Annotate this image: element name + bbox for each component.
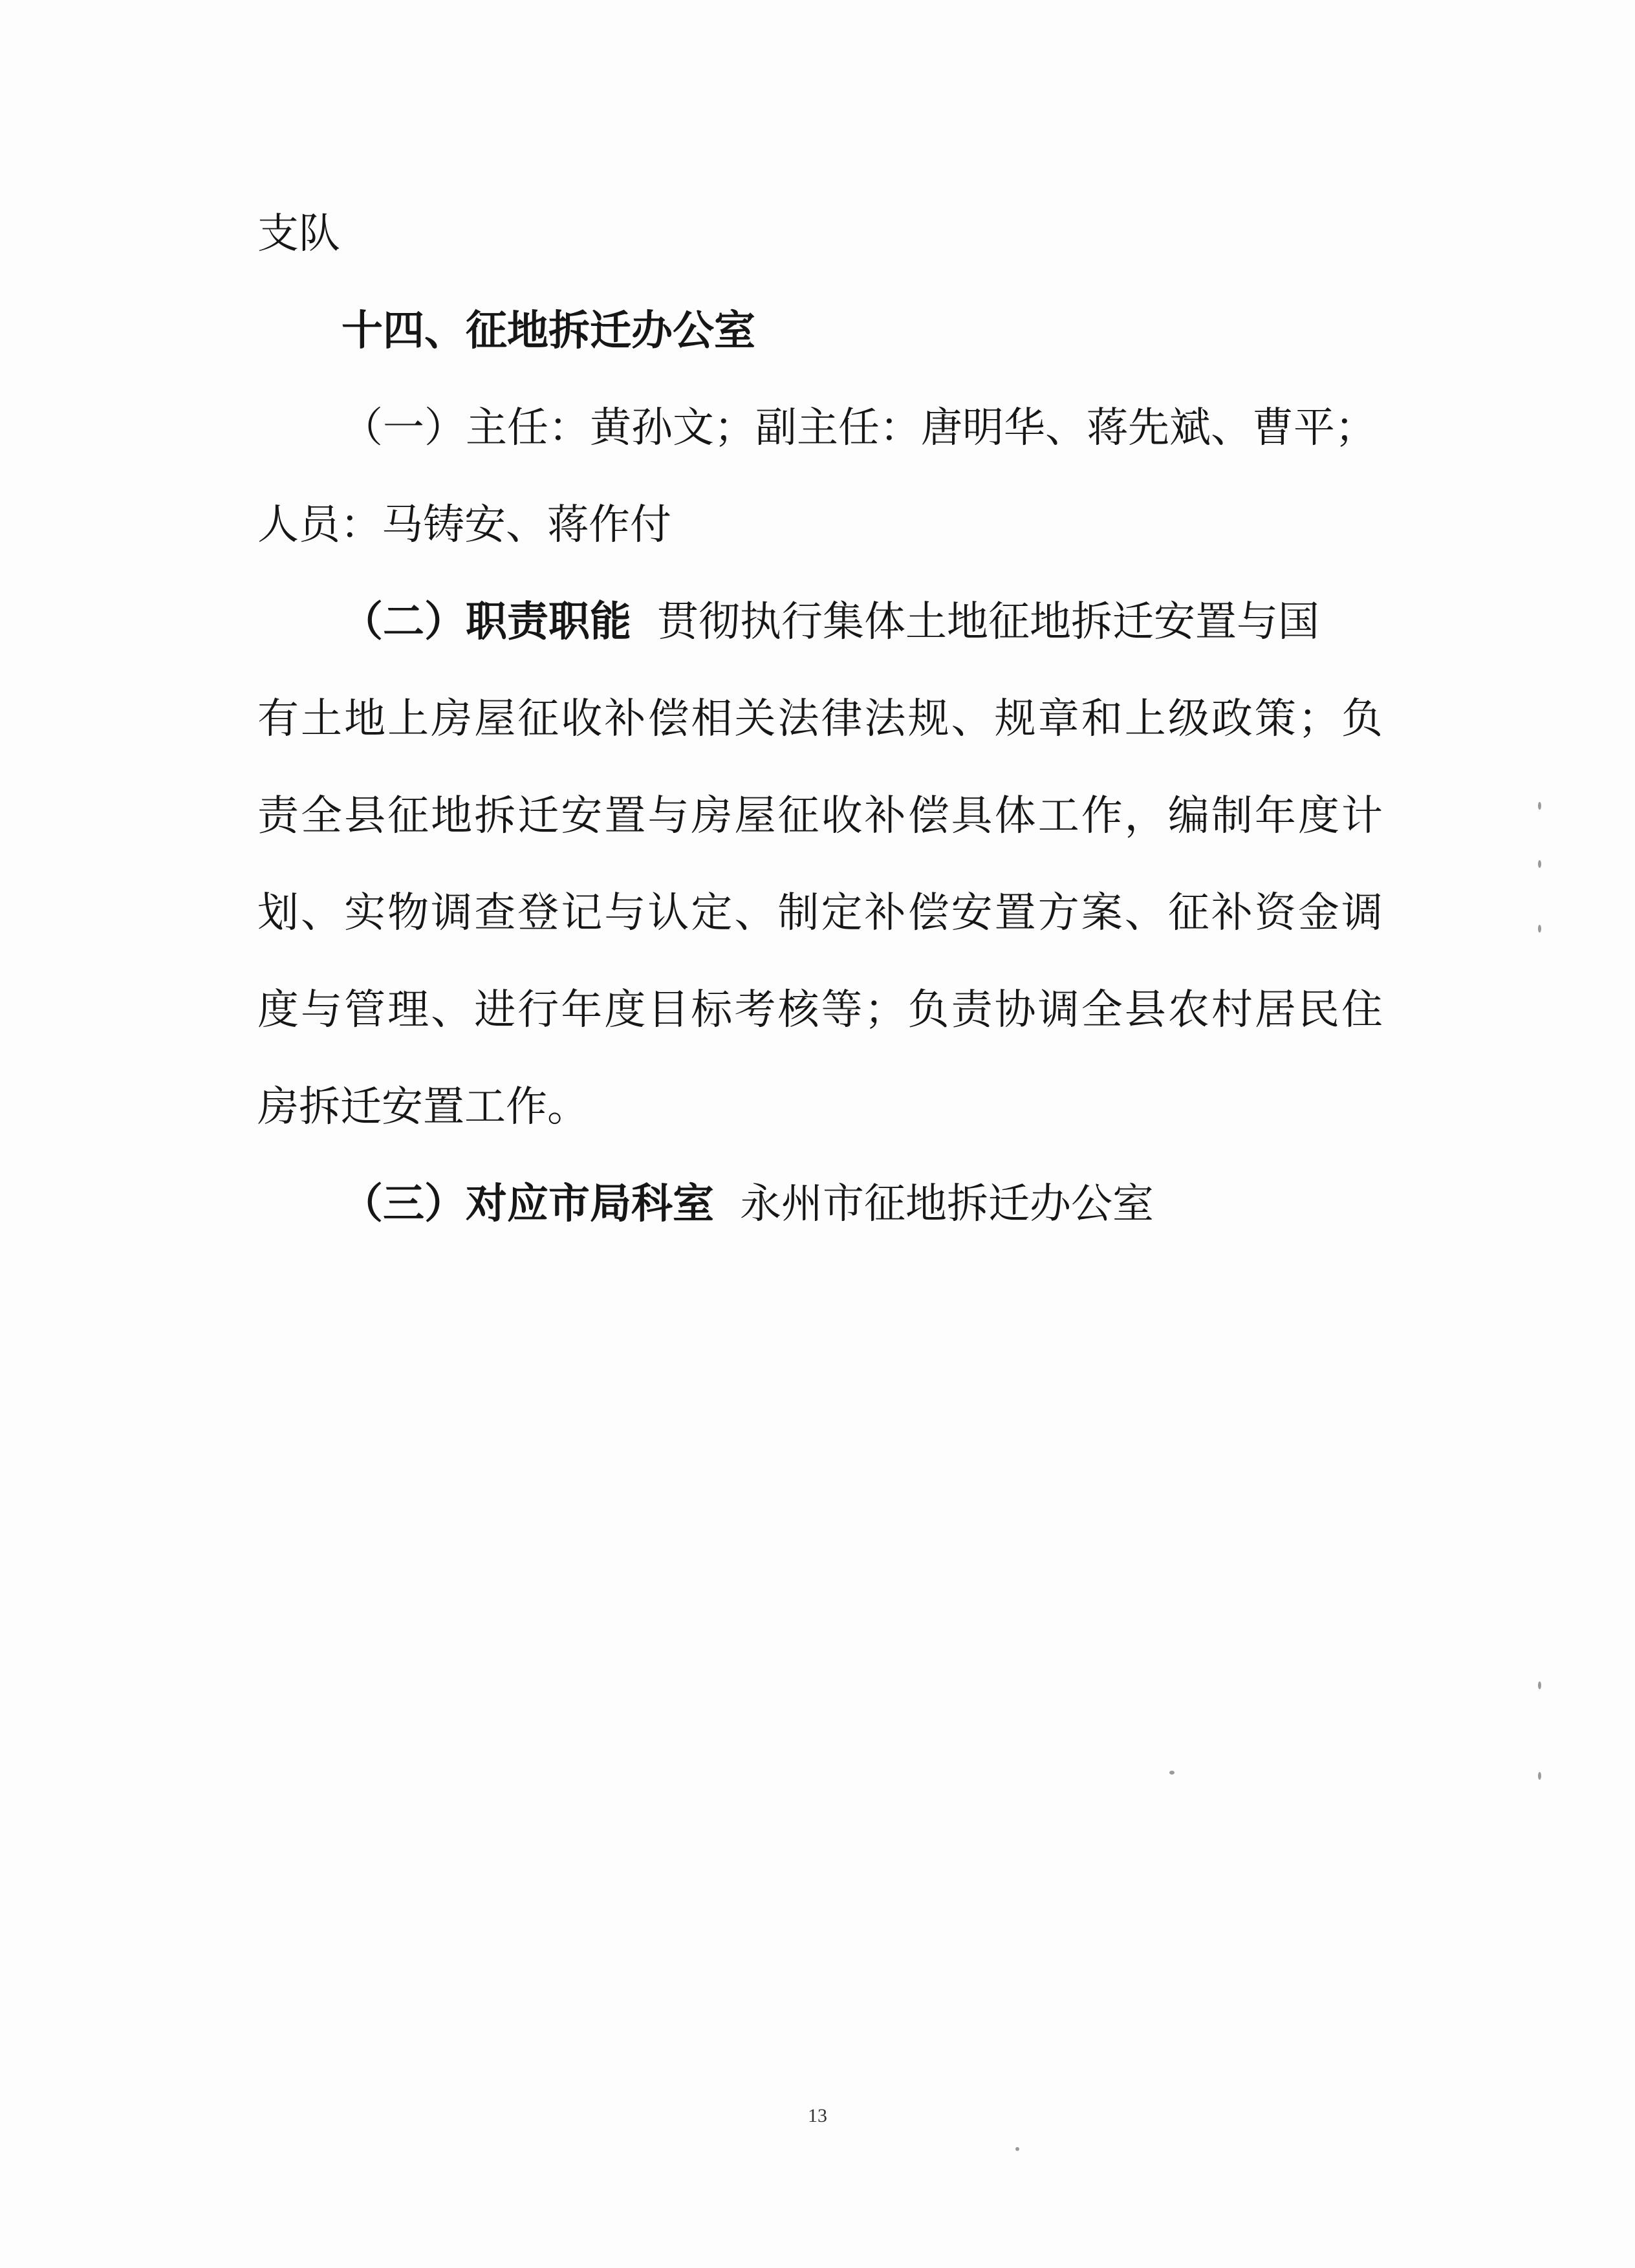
duties-line-2 bbox=[257, 695, 1383, 743]
duties-label: （二）职责职能 bbox=[341, 598, 631, 646]
scan-speck bbox=[1015, 2147, 1019, 2151]
duties-text-4: 划、实物调查登记与认定、制定补偿安置方案、征补资金调 bbox=[257, 889, 1383, 937]
department-label: （三）对应市局科室 bbox=[341, 1180, 714, 1228]
duties-line-4 bbox=[257, 889, 1383, 937]
section-heading bbox=[341, 307, 755, 355]
continuation-text: 支队 bbox=[257, 210, 340, 258]
personnel-line-2 bbox=[257, 501, 671, 549]
department-text: 永州市征地拆迁办公室 bbox=[740, 1180, 1154, 1228]
duties-text-3: 责全县征地拆迁安置与房屋征收补偿具体工作，编制年度计 bbox=[257, 792, 1383, 840]
scan-speck bbox=[1169, 1771, 1175, 1775]
scan-speck bbox=[1538, 1772, 1541, 1780]
scan-speck bbox=[1538, 860, 1541, 868]
duties-text-6: 房拆迁安置工作。 bbox=[257, 1083, 589, 1131]
duties-text-5: 度与管理、进行年度目标考核等；负责协调全县农村居民住 bbox=[257, 986, 1383, 1034]
continuation-line bbox=[257, 210, 340, 258]
duties-line-5 bbox=[257, 986, 1383, 1034]
department-line bbox=[341, 1180, 1154, 1228]
scan-speck bbox=[1538, 1681, 1541, 1689]
personnel-line-1 bbox=[341, 404, 1383, 452]
duties-line-3 bbox=[257, 792, 1383, 840]
personnel-text-2: 人员：马铸安、蒋作付 bbox=[257, 501, 671, 549]
duties-line-1 bbox=[341, 598, 1319, 646]
scan-speck bbox=[1538, 802, 1541, 810]
duties-text-1: 贯彻执行集体土地征地拆迁安置与国 bbox=[657, 598, 1319, 646]
duties-text-2: 有土地上房屋征收补偿相关法律法规、规章和上级政策；负 bbox=[257, 695, 1383, 743]
personnel-text-1: （一）主任：黄孙文；副主任：唐明华、蒋先斌、曹平； bbox=[341, 404, 1376, 452]
scan-speck bbox=[1538, 925, 1541, 933]
duties-line-6 bbox=[257, 1083, 589, 1131]
page-number: 13 bbox=[808, 2105, 827, 2126]
section-heading-text: 十四、征地拆迁办公室 bbox=[341, 307, 755, 355]
